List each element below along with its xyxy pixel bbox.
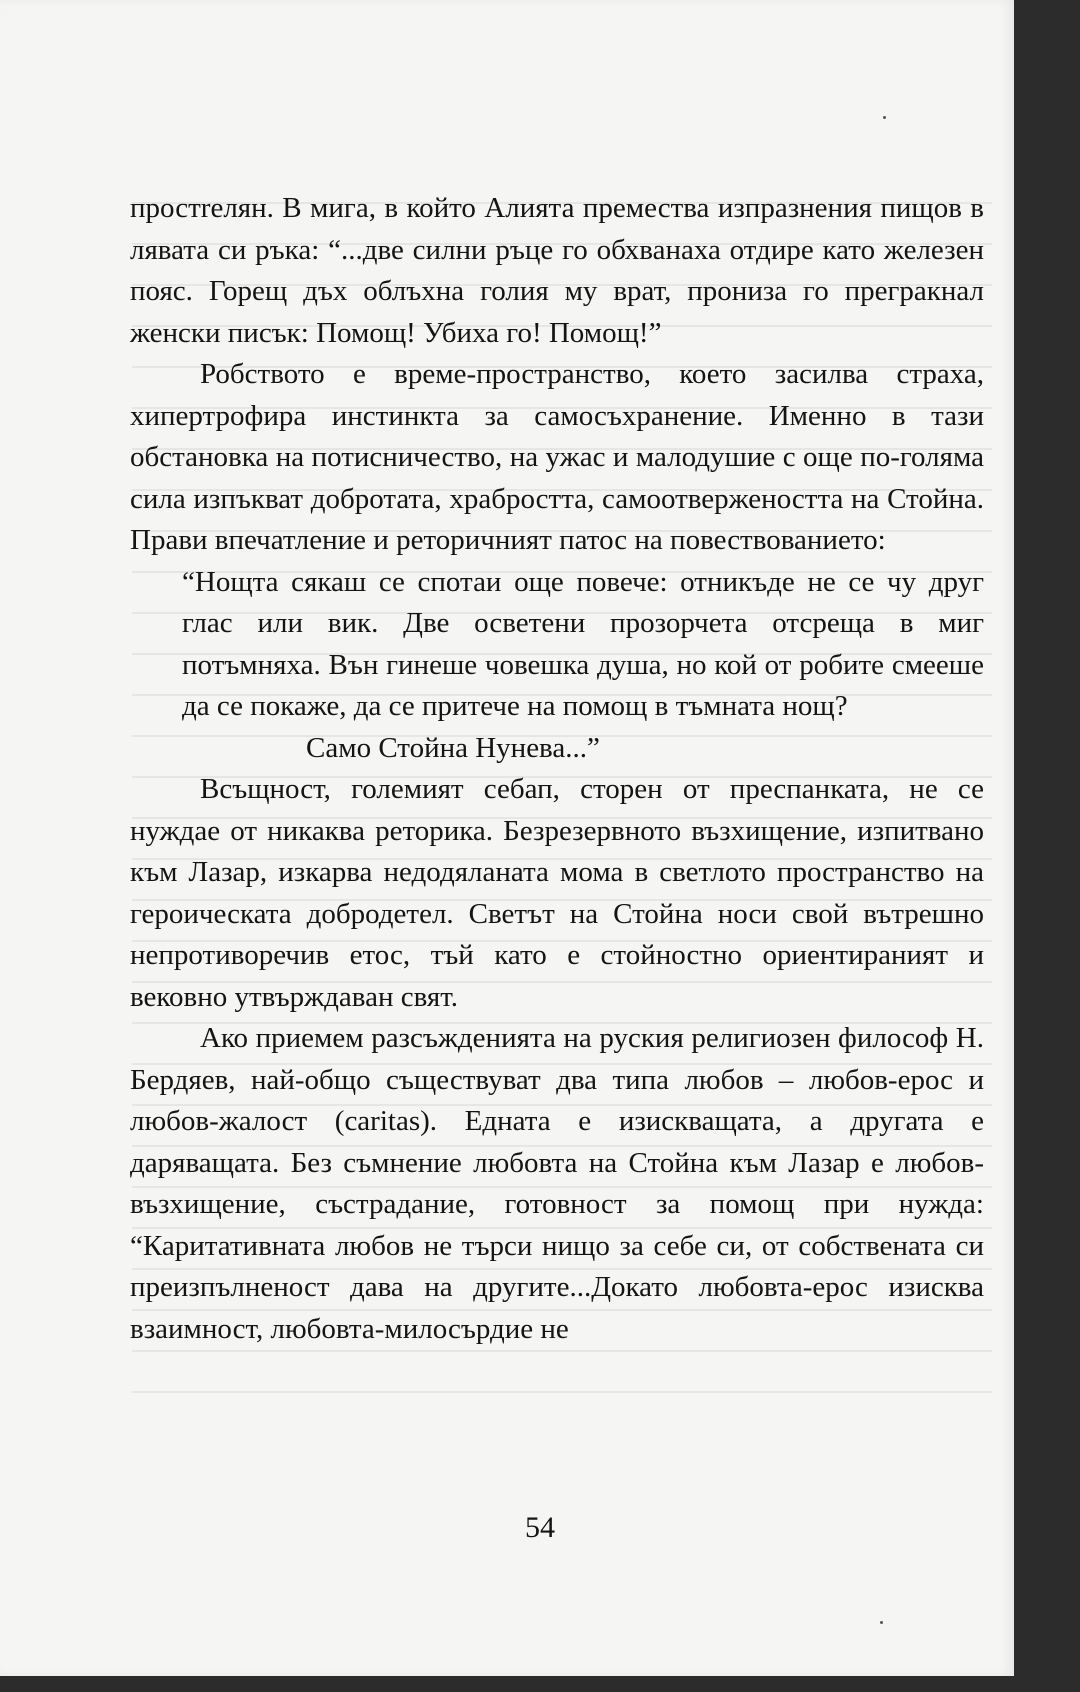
paragraph-3: Всъщност, големият себап, сторен от преспанката, не се нуждае от никаква реторика. Безрезервното възхищение, изпитвано към Лазар, изкарва недодяланата мома в светлото пространство на героическата добродетел. Светът на Стойна носи свой вътрешно непротиворечив етос, тъй като е стойностно ориентираният и вековно утвърждаван свят.: [130, 773, 984, 1013]
page-number: 54: [525, 1511, 555, 1544]
dust-speck: [883, 116, 886, 119]
paragraph-2: Робството е време-пространство, което засилва страха, хипертрофира инстинкта за самосъхранение. Именно в тази обстановка на потисничество, на ужас и малодушие с още по-голяма сила изпъкват добротата, храбростта, самоотвержеността на Стойна. Прави впечатление и реторичният патос на повествованието:: [130, 358, 984, 556]
quote-paragraph: “Нощта сякаш се спотаи още повече: отникъде не се чу друг глас или вик. Две осветени прозорчета отсреща в миг потъмняха. Вън гинеше човешка душа, но кой от робите смееше да се покаже, да се притече на помощ в тъмната нощ?: [182, 565, 984, 722]
dust-speck: [880, 1621, 883, 1624]
paragraph-1: простreлян. В мига, в който Алията премества изпразнения пищов в лявата си ръка: “...две силни ръце го обхванаха отдире като железен пояс. Горещ дъх облъхна голия му врат, прониза го прегракнал женски писък: Помощ! Убиха го! Помощ!”: [130, 192, 984, 349]
body-text: [130, 188, 984, 1350]
quote-ending: Само Стойна Нунева...”: [306, 731, 600, 764]
paragraph-4: Ако приемем разсъжденията на руския религиозен философ Н. Бердяев, най-общо съществуват два типа любов – любов-ерос и любов-жалост (caritas). Едната е изискващата, а другата е даряващата. Без съмнение любовта на Стойна към Лазар е любов-възхищение, състрадание, готовност за помощ при нужда: “Каритативната любов не търси нищо за себе си, от собствената си преизпълненост дава на другите...Докато любовта-ерос изисква взаимност, любовта-милосърдие не: [130, 1022, 984, 1345]
